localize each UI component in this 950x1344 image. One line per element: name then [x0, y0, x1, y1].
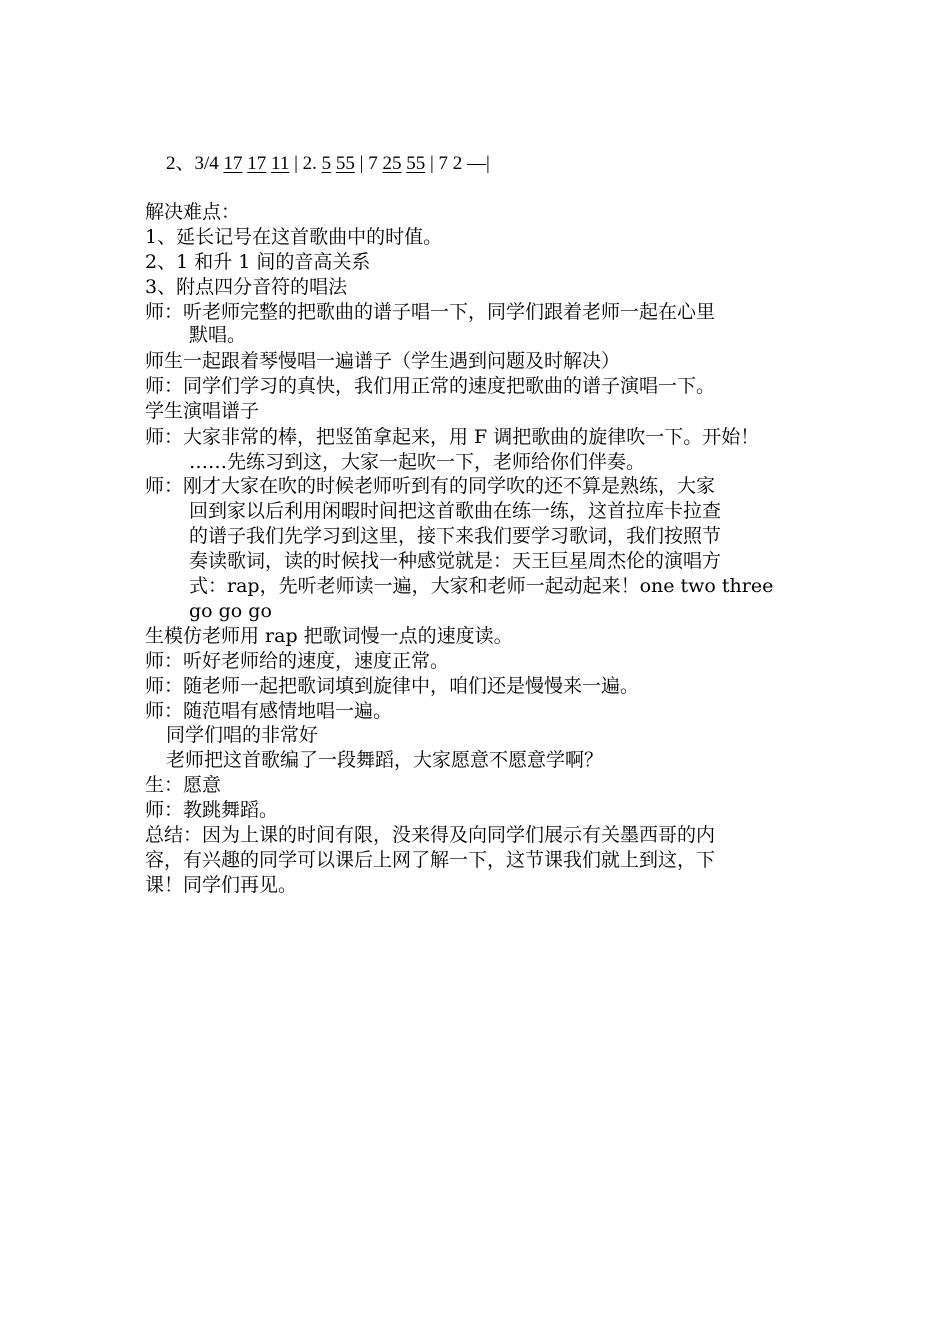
list-item: 3、附点四分音符的唱法	[145, 276, 348, 298]
paragraph-line: go go go	[189, 600, 272, 622]
score-note-group: 55	[335, 153, 355, 174]
paragraph-line: 师：刚才大家在吹的时候老师听到有的同学吹的还不算是熟练，大家	[145, 475, 716, 497]
paragraph-line: ……先练习到这，大家一起吹一下，老师给你们伴奏。	[189, 451, 646, 473]
score-suffix: | 7 2 —|	[425, 153, 490, 174]
paragraph-line: 生模仿老师用 rap 把歌词慢一点的速度读。	[145, 625, 513, 647]
paragraph-line: 师：随老师一起把歌词填到旋律中，咱们还是慢慢来一遍。	[145, 675, 640, 697]
paragraph-line: 师：听好老师给的速度，速度正常。	[145, 650, 450, 672]
section-heading: 解决难点：	[145, 201, 241, 223]
paragraph-line: 回到家以后利用闲暇时间把这首歌曲在练一练，这首拉库卡拉查	[189, 500, 722, 522]
paragraph-line: 师：听老师完整的把歌曲的谱子唱一下，同学们跟着老师一起在心里	[145, 301, 716, 323]
list-item: 1、延长记号在这首歌曲中的时值。	[145, 226, 443, 248]
score-note-group: 17	[247, 153, 267, 174]
paragraph-line: 默唱。	[189, 324, 247, 346]
paragraph-line: 老师把这首歌编了一段舞蹈，大家愿意不愿意学啊？	[166, 749, 604, 771]
score-separator: | 7	[354, 153, 383, 174]
score-note-group: 25	[382, 153, 402, 174]
paragraph-line: 课！同学们再见。	[145, 874, 298, 896]
score-prefix: 2、3/4	[166, 153, 224, 174]
paragraph-line: 总结：因为上课的时间有限，没来得及向同学们展示有关墨西哥的内	[145, 824, 716, 846]
score-note-group: 17	[223, 153, 243, 174]
score-separator: | 2.	[289, 153, 322, 174]
paragraph-line: 师：大家非常的棒，把竖笛拿起来，用 F 调把歌曲的旋律吹一下。开始！	[145, 426, 760, 448]
paragraph-line: 师：随范唱有感情地唱一遍。	[145, 700, 393, 722]
paragraph-line: 学生演唱谱子	[145, 400, 260, 422]
paragraph-line: 的谱子我们先学习到这里，接下来我们要学习歌词，我们按照节	[189, 525, 722, 547]
list-item: 2、1 和升 1 间的音高关系	[145, 251, 371, 273]
paragraph-line: 师：教跳舞蹈。	[145, 799, 279, 821]
paragraph-line: 式：rap，先听老师读一遍，大家和老师一起动起来！one two three	[189, 575, 774, 597]
paragraph-line: 容，有兴趣的同学可以课后上网了解一下，这节课我们就上到这，下	[145, 849, 716, 871]
paragraph-line: 生：愿意	[145, 774, 222, 796]
paragraph-line: 师：同学们学习的真快，我们用正常的速度把歌曲的谱子演唱一下。	[145, 375, 716, 397]
paragraph-line: 奏读歌词，读的时候找一种感觉就是：天王巨星周杰伦的演唱方	[189, 550, 722, 572]
score-note-group: 55	[406, 153, 426, 174]
music-score-line	[166, 151, 490, 176]
paragraph-line: 师生一起跟着琴慢唱一遍谱子（学生遇到问题及时解决）	[145, 350, 621, 372]
score-note-group: 5	[321, 153, 332, 174]
score-note-group: 11	[271, 153, 290, 174]
paragraph-line: 同学们唱的非常好	[166, 724, 319, 746]
